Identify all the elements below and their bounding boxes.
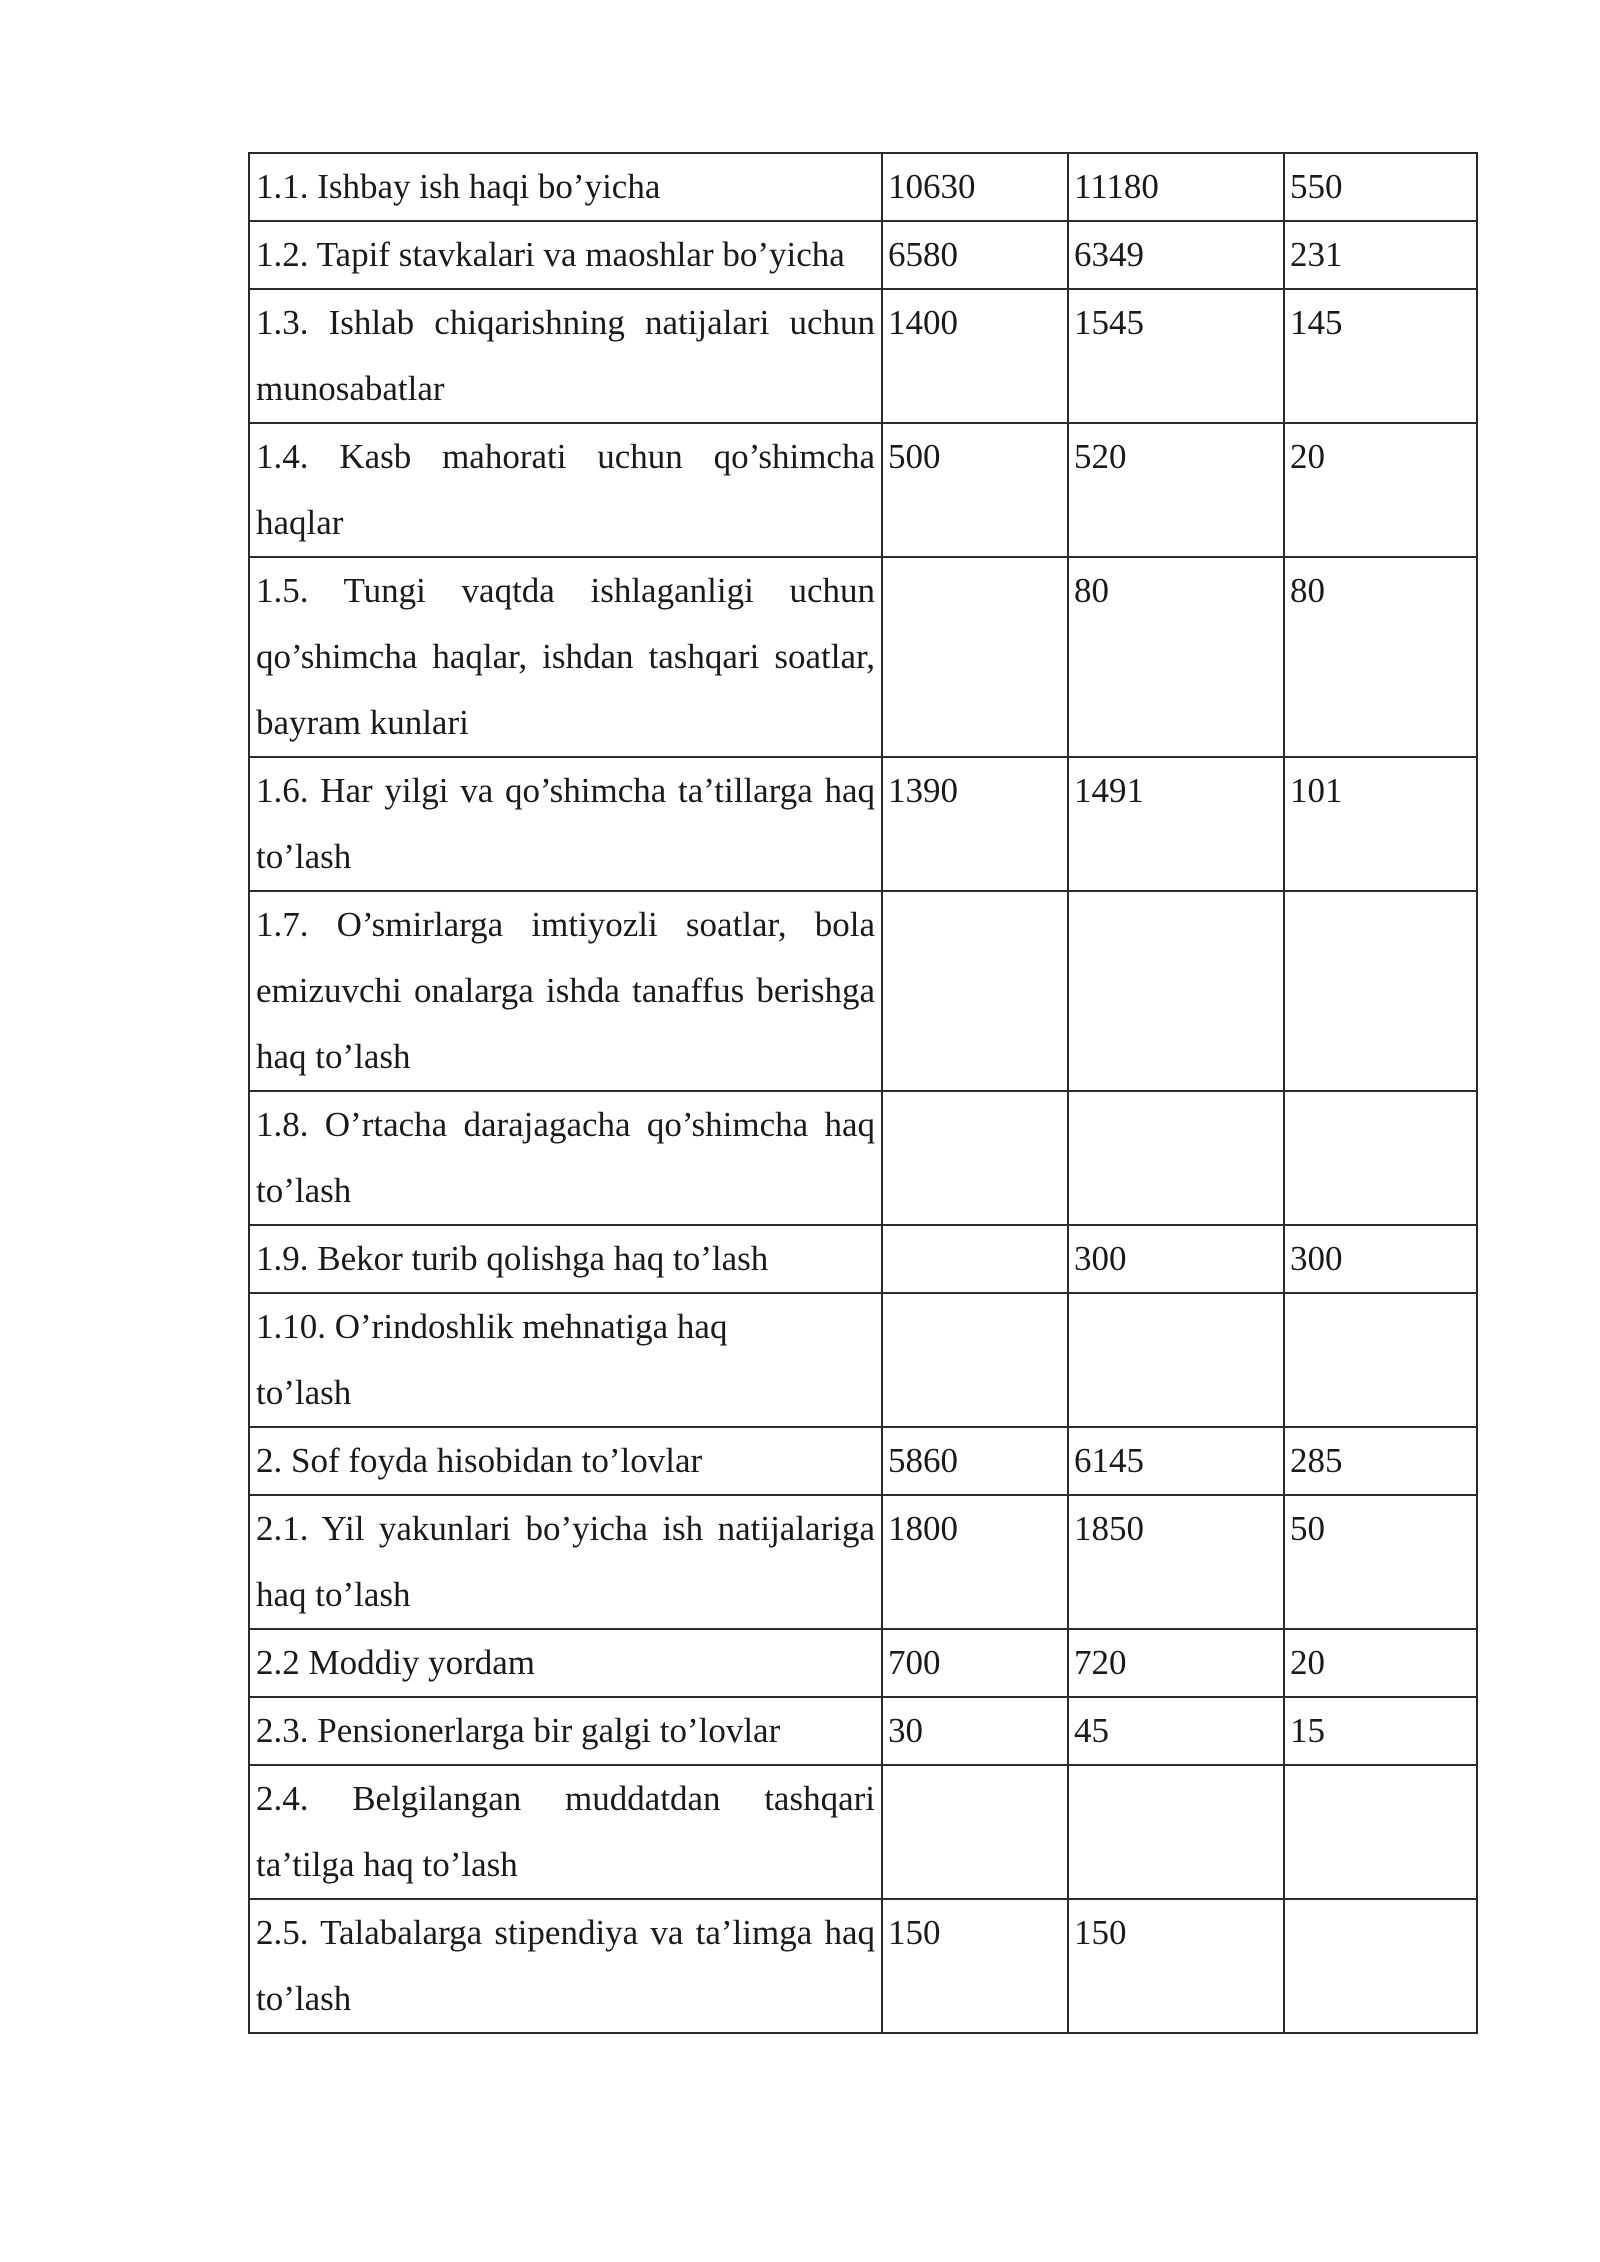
table-row xyxy=(249,1091,1477,1225)
value-cell-col1 xyxy=(882,1293,1068,1427)
row-label-cell: 1.1. Ishbay ish haqi bo’yicha xyxy=(249,153,882,221)
value-cell-col2: 300 xyxy=(1068,1225,1284,1293)
table-row xyxy=(249,1293,1477,1427)
table-row xyxy=(249,557,1477,757)
value-cell-col1 xyxy=(882,1091,1068,1225)
value-cell-col1: 700 xyxy=(882,1629,1068,1697)
value-cell-col3: 20 xyxy=(1284,423,1477,557)
table-row xyxy=(249,1629,1477,1697)
value-cell-col1: 1390 xyxy=(882,757,1068,891)
table-row xyxy=(249,423,1477,557)
payroll-table xyxy=(248,152,1478,2034)
value-cell-col3: 80 xyxy=(1284,557,1477,757)
value-cell-col2 xyxy=(1068,1765,1284,1899)
value-cell-col1 xyxy=(882,1225,1068,1293)
row-label-cell: 1.6. Har yilgi va qo’shimcha ta’tillarga haq to’lash xyxy=(249,757,882,891)
value-cell-col3 xyxy=(1284,1765,1477,1899)
value-cell-col3: 101 xyxy=(1284,757,1477,891)
row-label-cell: 1.7. O’smirlarga imtiyozli soatlar, bola emizuvchi onalarga ishda tanaffus berishga haq to’lash xyxy=(249,891,882,1091)
table-row xyxy=(249,1697,1477,1765)
row-label-cell: 2.2 Moddiy yordam xyxy=(249,1629,882,1697)
value-cell-col1: 30 xyxy=(882,1697,1068,1765)
row-label-cell: 1.2. Tapif stavkalari va maoshlar bo’yicha xyxy=(249,221,882,289)
row-label-cell: 1.8. O’rtacha darajagacha qo’shimcha haq to’lash xyxy=(249,1091,882,1225)
value-cell-col1 xyxy=(882,557,1068,757)
value-cell-col1: 500 xyxy=(882,423,1068,557)
value-cell-col3: 15 xyxy=(1284,1697,1477,1765)
value-cell-col2: 1850 xyxy=(1068,1495,1284,1629)
table-row xyxy=(249,1427,1477,1495)
value-cell-col2: 1545 xyxy=(1068,289,1284,423)
value-cell-col3: 285 xyxy=(1284,1427,1477,1495)
table-row xyxy=(249,891,1477,1091)
value-cell-col3: 20 xyxy=(1284,1629,1477,1697)
table-row xyxy=(249,221,1477,289)
value-cell-col2: 520 xyxy=(1068,423,1284,557)
value-cell-col3: 550 xyxy=(1284,153,1477,221)
row-label-cell: 2. Sof foyda hisobidan to’lovlar xyxy=(249,1427,882,1495)
table-row xyxy=(249,1225,1477,1293)
row-label-cell: 1.10. O’rindoshlik mehnatiga haq to’lash xyxy=(249,1293,882,1427)
value-cell-col3 xyxy=(1284,891,1477,1091)
value-cell-col3 xyxy=(1284,1091,1477,1225)
table-row xyxy=(249,757,1477,891)
value-cell-col2: 150 xyxy=(1068,1899,1284,2033)
value-cell-col1: 150 xyxy=(882,1899,1068,2033)
value-cell-col3: 300 xyxy=(1284,1225,1477,1293)
value-cell-col1: 5860 xyxy=(882,1427,1068,1495)
value-cell-col1: 1800 xyxy=(882,1495,1068,1629)
row-label-cell: 2.1. Yil yakunlari bo’yicha ish natijalariga haq to’lash xyxy=(249,1495,882,1629)
value-cell-col2 xyxy=(1068,1293,1284,1427)
value-cell-col3 xyxy=(1284,1293,1477,1427)
value-cell-col1 xyxy=(882,1765,1068,1899)
row-label-cell: 1.5. Tungi vaqtda ishlaganligi uchun qo’shimcha haqlar, ishdan tashqari soatlar, bayram kunlari xyxy=(249,557,882,757)
value-cell-col2: 80 xyxy=(1068,557,1284,757)
row-label-cell: 1.9. Bekor turib qolishga haq to’lash xyxy=(249,1225,882,1293)
table-row xyxy=(249,153,1477,221)
value-cell-col1: 6580 xyxy=(882,221,1068,289)
table-row xyxy=(249,1495,1477,1629)
row-label-cell: 2.4. Belgilangan muddatdan tashqari ta’tilga haq to’lash xyxy=(249,1765,882,1899)
value-cell-col2 xyxy=(1068,891,1284,1091)
row-label-cell: 1.3. Ishlab chiqarishning natijalari uchun munosabatlar xyxy=(249,289,882,423)
value-cell-col2: 11180 xyxy=(1068,153,1284,221)
value-cell-col3: 50 xyxy=(1284,1495,1477,1629)
value-cell-col1: 10630 xyxy=(882,153,1068,221)
value-cell-col2: 1491 xyxy=(1068,757,1284,891)
row-label-cell: 2.5. Talabalarga stipendiya va ta’limga haq to’lash xyxy=(249,1899,882,2033)
value-cell-col3: 145 xyxy=(1284,289,1477,423)
value-cell-col2: 720 xyxy=(1068,1629,1284,1697)
table-row xyxy=(249,1899,1477,2033)
table-row xyxy=(249,289,1477,423)
value-cell-col3: 231 xyxy=(1284,221,1477,289)
table-row xyxy=(249,1765,1477,1899)
value-cell-col3 xyxy=(1284,1899,1477,2033)
row-label-cell: 1.4. Kasb mahorati uchun qo’shimcha haqlar xyxy=(249,423,882,557)
row-label-cell: 2.3. Pensionerlarga bir galgi to’lovlar xyxy=(249,1697,882,1765)
value-cell-col1: 1400 xyxy=(882,289,1068,423)
value-cell-col1 xyxy=(882,891,1068,1091)
payroll-table-body xyxy=(249,153,1477,2033)
value-cell-col2: 6145 xyxy=(1068,1427,1284,1495)
value-cell-col2: 6349 xyxy=(1068,221,1284,289)
value-cell-col2: 45 xyxy=(1068,1697,1284,1765)
value-cell-col2 xyxy=(1068,1091,1284,1225)
